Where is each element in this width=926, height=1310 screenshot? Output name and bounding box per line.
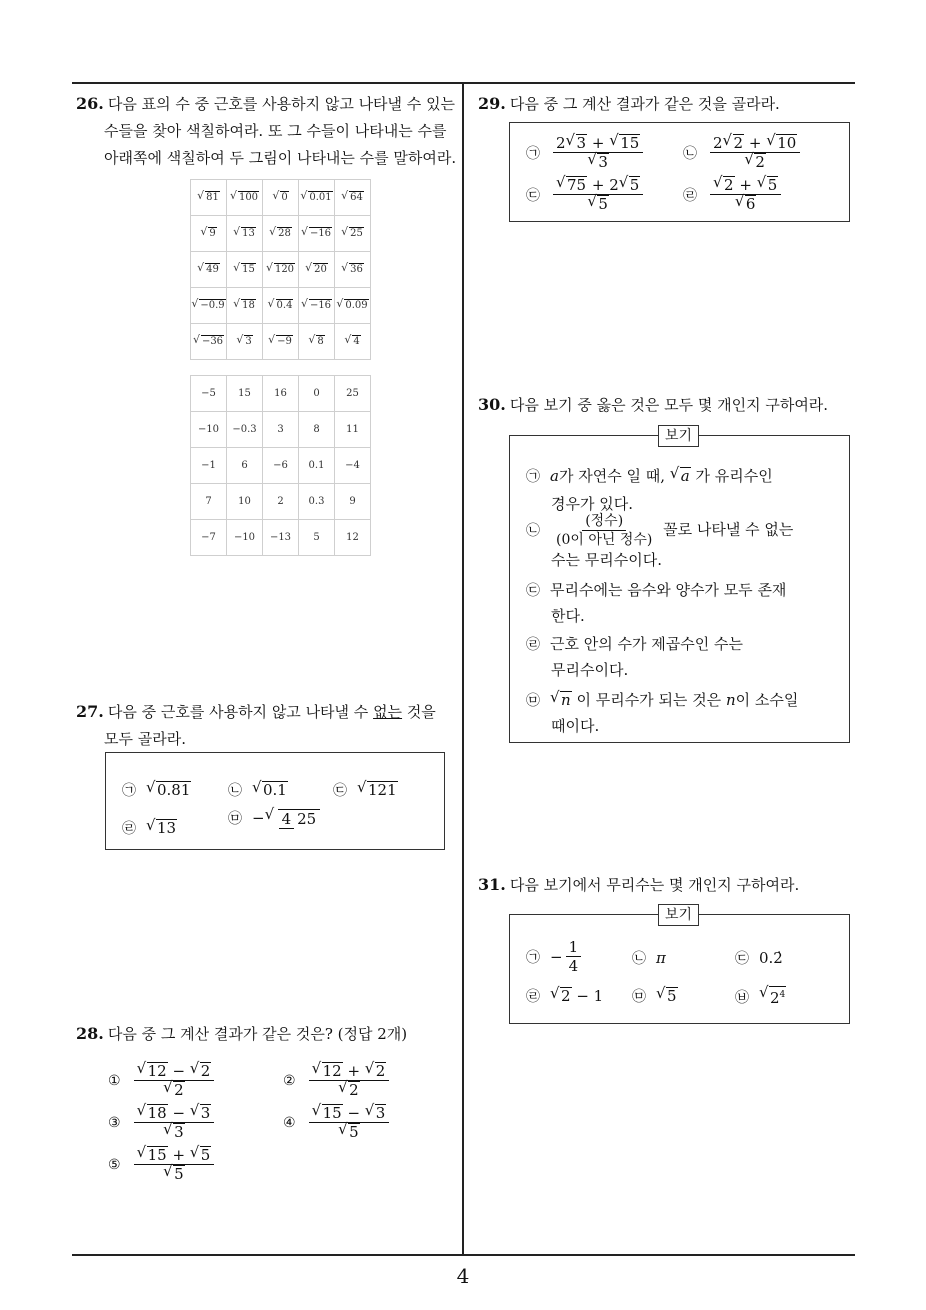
table-cell[interactable] xyxy=(335,412,371,448)
radicand: 3 xyxy=(200,1104,211,1122)
question-number: 29. xyxy=(478,94,506,113)
table-row xyxy=(191,376,371,412)
cell-value: 0.09 xyxy=(345,300,368,311)
table-cell[interactable] xyxy=(263,288,299,324)
radicand: 15 xyxy=(147,1146,167,1164)
radicand: 18 xyxy=(147,1104,167,1122)
table-cell[interactable] xyxy=(191,412,227,448)
cell-value: −36 xyxy=(201,336,224,347)
statement-text: 가 자연수 일 때, xyxy=(558,467,665,485)
radicand: 2 xyxy=(724,176,734,194)
table-cell[interactable] xyxy=(335,252,371,288)
cell-value: 20 xyxy=(314,264,327,275)
cell-value: 3 xyxy=(245,336,252,347)
cell-value: −6 xyxy=(273,460,288,471)
cell-value: 81 xyxy=(206,192,219,203)
statement-text: 가 유리수인 xyxy=(695,467,773,485)
choice-a[interactable] xyxy=(122,780,191,800)
cell-value: −16 xyxy=(309,228,332,239)
statement-text: 이 무리수가 되는 것은 xyxy=(576,691,722,709)
choice-e[interactable] xyxy=(228,808,320,828)
cell-value: −5 xyxy=(201,388,216,399)
cell-value: 4 xyxy=(353,336,360,347)
table-cell[interactable] xyxy=(191,376,227,412)
exponent: 4 xyxy=(779,990,786,1000)
cell-value: 10 xyxy=(238,496,251,507)
operator: + xyxy=(347,1062,361,1080)
table-cell[interactable] xyxy=(227,484,263,520)
question-number: 31. xyxy=(478,875,506,894)
choice-a[interactable] xyxy=(526,134,646,171)
cell-value: 18 xyxy=(242,300,255,311)
radicand: 5 xyxy=(598,195,608,213)
table-cell[interactable] xyxy=(263,520,299,556)
value: 0.2̇ xyxy=(759,949,783,967)
question-number: 27. xyxy=(76,702,104,721)
minus-sign: − xyxy=(550,947,563,966)
question-number: 28. xyxy=(76,1024,104,1043)
table-cell[interactable] xyxy=(191,484,227,520)
table-cell[interactable] xyxy=(191,324,227,360)
value: − 1 xyxy=(571,987,604,1005)
cell-value: −1 xyxy=(201,460,216,471)
radicand: 10 xyxy=(777,134,797,152)
statement-d[interactable] xyxy=(526,632,743,657)
cell-value: 11 xyxy=(346,424,359,435)
choice-b[interactable] xyxy=(632,948,666,968)
cell-value: 0.4 xyxy=(276,300,293,311)
choice-marker: ㉣ xyxy=(526,637,540,653)
choice-marker: ㉣ xyxy=(683,187,697,204)
table-cell[interactable] xyxy=(191,520,227,556)
radicand: 2 xyxy=(174,1081,184,1099)
radicand: 12 xyxy=(322,1062,342,1080)
statement-c-cont: 한다. xyxy=(551,607,585,625)
page-number: 4 xyxy=(456,1264,470,1288)
radicand: a xyxy=(680,467,690,485)
choice-marker: ㉤ xyxy=(228,811,242,827)
radicand: 3 xyxy=(576,134,587,152)
choice-e[interactable] xyxy=(632,986,678,1006)
cell-value: 3 xyxy=(277,424,284,435)
choice-d[interactable] xyxy=(122,818,177,838)
choice-marker: ㉡ xyxy=(683,145,697,162)
cell-value: −16 xyxy=(309,300,332,311)
cell-value: 0 xyxy=(281,192,288,203)
table-cell[interactable] xyxy=(335,324,371,360)
column-divider xyxy=(462,83,464,1255)
question-text-line: 수들을 찾아 색칠하여라. 또 그 수들이 나타내는 수를 xyxy=(104,122,447,140)
choice-b[interactable] xyxy=(683,134,803,171)
bogi-label: 보기 xyxy=(658,904,699,926)
table-cell[interactable] xyxy=(335,484,371,520)
cell-value: 100 xyxy=(238,192,259,203)
radicand: 2 xyxy=(770,989,780,1007)
table-cell[interactable] xyxy=(191,252,227,288)
cell-value: 9 xyxy=(209,228,216,239)
choice-marker: ② xyxy=(283,1072,296,1089)
table-cell[interactable] xyxy=(191,180,227,216)
choice-marker: ㉡ xyxy=(632,951,646,967)
table-cell[interactable] xyxy=(263,324,299,360)
table-row xyxy=(191,252,371,288)
choice-2[interactable] xyxy=(283,1062,392,1099)
choice-marker: ㉠ xyxy=(526,469,540,485)
bogi-label: 보기 xyxy=(658,425,699,447)
question-text: 것을 xyxy=(402,703,436,721)
table-cell[interactable] xyxy=(227,216,263,252)
radicand: 2 xyxy=(349,1081,359,1099)
operator: + xyxy=(591,176,605,194)
radicand: 12 xyxy=(147,1062,167,1080)
coefficient: 2 xyxy=(556,134,566,152)
radicand: 2 xyxy=(561,987,571,1005)
cell-value: 28 xyxy=(278,228,291,239)
statement-a-cont: 경우가 있다. xyxy=(551,495,633,513)
coefficient: 2 xyxy=(609,176,619,194)
radicand: 2 xyxy=(755,153,765,171)
table-cell[interactable] xyxy=(227,180,263,216)
value: π xyxy=(656,949,666,967)
choice-marker: ㉡ xyxy=(228,783,242,799)
cell-value: −7 xyxy=(201,532,216,543)
radicand: 2 xyxy=(200,1062,211,1080)
radicand: 15 xyxy=(620,134,640,152)
cell-value: 8 xyxy=(317,336,324,347)
choice-marker: ④ xyxy=(283,1114,296,1131)
statement-e[interactable] xyxy=(526,688,798,713)
table-row xyxy=(191,484,371,520)
question-31 xyxy=(478,871,848,899)
choice-1[interactable] xyxy=(108,1062,217,1099)
table-row xyxy=(191,412,371,448)
table-cell[interactable] xyxy=(227,412,263,448)
cell-value: 0.01 xyxy=(309,192,332,203)
choice-marker: ㉣ xyxy=(122,821,136,837)
table-cell[interactable] xyxy=(227,324,263,360)
operator: − xyxy=(172,1104,186,1122)
choice-marker: ㉤ xyxy=(526,693,540,709)
radicand: 5 xyxy=(767,176,778,194)
numerator: (정수) xyxy=(582,512,626,531)
radicand: 5 xyxy=(667,987,677,1005)
choice-4[interactable] xyxy=(283,1104,392,1141)
choice-d[interactable] xyxy=(683,176,784,213)
choice-f[interactable] xyxy=(735,986,786,1007)
table-row xyxy=(191,216,371,252)
cell-value: 6 xyxy=(241,460,248,471)
cell-value: 64 xyxy=(350,192,363,203)
choice-marker: ㉡ xyxy=(526,522,540,539)
table-row xyxy=(191,448,371,484)
cell-value: −0.9 xyxy=(200,300,225,311)
bottom-rule xyxy=(72,1254,855,1256)
choice-marker: ⑤ xyxy=(108,1156,121,1173)
cell-value: 13 xyxy=(242,228,255,239)
variable: n xyxy=(725,691,736,709)
table-cell[interactable] xyxy=(263,216,299,252)
operator: − xyxy=(347,1104,361,1122)
radicand: 2 xyxy=(375,1062,386,1080)
cell-value: 25 xyxy=(346,388,359,399)
statement-text: 무리수에는 음수와 양수가 모두 존재 xyxy=(550,581,787,599)
denominator: (0이 아닌 정수) xyxy=(556,532,653,548)
cell-value: 120 xyxy=(274,264,295,275)
radicand: 5 xyxy=(349,1123,359,1141)
radicand: 13 xyxy=(157,819,177,837)
radicand: 75 xyxy=(567,176,587,194)
cell-value: 15 xyxy=(238,388,251,399)
radicand: 3 xyxy=(375,1104,386,1122)
radicand: n xyxy=(561,691,571,709)
cell-value: 15 xyxy=(242,264,255,275)
radicand: 0.1 xyxy=(263,781,287,799)
question-text: 모두 골라라. xyxy=(104,730,186,748)
choice-c[interactable] xyxy=(333,780,398,800)
question-30 xyxy=(478,391,848,419)
top-rule xyxy=(72,82,855,84)
cell-value: 0.1 xyxy=(308,460,325,471)
cell-value: 49 xyxy=(206,264,219,275)
cell-value: 12 xyxy=(346,532,359,543)
radicand: 15 xyxy=(322,1104,342,1122)
statement-d-cont: 무리수이다. xyxy=(551,661,629,679)
cell-value: −10 xyxy=(233,532,256,543)
table-cell[interactable] xyxy=(263,448,299,484)
table-cell[interactable] xyxy=(227,376,263,412)
table-cell[interactable] xyxy=(299,520,335,556)
minus-sign: − xyxy=(252,809,265,827)
question-text: 다음 중 그 계산 결과가 같은 것은? (정답 2개) xyxy=(107,1025,408,1043)
question-text: 다음 중 그 계산 결과가 같은 것을 골라라. xyxy=(509,95,780,113)
table-cell[interactable] xyxy=(335,376,371,412)
radicand: 3 xyxy=(174,1123,184,1141)
cell-value: 8 xyxy=(313,424,320,435)
statement-e-cont: 때이다. xyxy=(551,717,600,735)
choice-a[interactable] xyxy=(526,938,584,975)
table-row xyxy=(191,520,371,556)
cell-value: 36 xyxy=(350,264,363,275)
choice-marker: ㉢ xyxy=(333,783,347,799)
table-cell[interactable] xyxy=(263,484,299,520)
denominator: 25 xyxy=(297,809,317,828)
question-text-line: 아래쪽에 색칠하여 두 그림이 나타내는 수를 말하여라. xyxy=(104,149,457,167)
choice-marker: ㉥ xyxy=(735,989,749,1006)
radicand: 5 xyxy=(200,1146,211,1164)
statement-c[interactable] xyxy=(526,578,786,603)
table-cell[interactable] xyxy=(263,180,299,216)
underlined-word: 없는 xyxy=(373,703,403,721)
statement-text: 이 소수일 xyxy=(735,691,799,709)
cell-value: 0 xyxy=(313,388,320,399)
table-cell[interactable] xyxy=(227,520,263,556)
radicand: 3 xyxy=(598,153,608,171)
radicand: 0.81 xyxy=(157,781,191,799)
question-29 xyxy=(478,90,848,118)
choice-marker: ㉢ xyxy=(735,951,749,967)
statement-a[interactable] xyxy=(526,464,773,489)
radicand: 5 xyxy=(629,176,640,194)
cell-value: 25 xyxy=(350,228,363,239)
denominator: 4 xyxy=(568,957,579,975)
table-cell[interactable] xyxy=(299,324,335,360)
question-number: 26. xyxy=(76,94,104,113)
radicand: 5 xyxy=(174,1165,184,1183)
table-cell[interactable] xyxy=(335,448,371,484)
table-cell[interactable] xyxy=(263,252,299,288)
question-text-line: 다음 표의 수 중 근호를 사용하지 않고 나타낼 수 있는 xyxy=(107,95,456,113)
cell-value: −0.3 xyxy=(232,424,257,435)
table-cell[interactable] xyxy=(335,180,371,216)
question-27 xyxy=(76,698,460,753)
choice-marker: ① xyxy=(108,1072,121,1089)
cell-value: −10 xyxy=(197,424,220,435)
question-text: 다음 중 근호를 사용하지 않고 나타낼 수 xyxy=(107,703,374,721)
question-26 xyxy=(76,90,460,172)
statement-text: 꼴로 나타낼 수 없는 xyxy=(663,520,794,539)
cell-value: 7 xyxy=(205,496,212,507)
table-cell[interactable] xyxy=(227,448,263,484)
table-cell[interactable] xyxy=(335,288,371,324)
radicand: 121 xyxy=(368,781,397,799)
cell-value: −9 xyxy=(277,336,292,347)
table-cell[interactable] xyxy=(227,252,263,288)
table-row xyxy=(191,324,371,360)
numerator: 1 xyxy=(566,938,582,957)
cell-value: 5 xyxy=(313,532,320,543)
choice-marker: ㉤ xyxy=(632,989,646,1005)
statement-text: 근호 안의 수가 제곱수인 수는 xyxy=(550,635,743,653)
statement-b[interactable] xyxy=(526,512,793,549)
operator: + xyxy=(739,176,752,194)
table-cell[interactable] xyxy=(299,448,335,484)
number-table xyxy=(190,375,371,556)
table-cell[interactable] xyxy=(227,288,263,324)
choice-b[interactable] xyxy=(228,780,288,800)
cell-value: 2 xyxy=(277,496,284,507)
table-row xyxy=(191,180,371,216)
radicand: 2 xyxy=(733,134,744,152)
choice-5[interactable] xyxy=(108,1146,217,1183)
table-cell[interactable] xyxy=(299,484,335,520)
question-text: 다음 보기에서 무리수는 몇 개인지 구하여라. xyxy=(509,876,800,894)
cell-value: 9 xyxy=(349,496,356,507)
radical-table xyxy=(190,179,371,360)
choice-marker: ㉠ xyxy=(122,783,136,799)
choice-c[interactable] xyxy=(735,948,783,968)
operator: − xyxy=(172,1062,186,1080)
statement-b-cont: 수는 무리수이다. xyxy=(551,551,662,569)
table-cell[interactable] xyxy=(299,180,335,216)
question-28 xyxy=(76,1020,460,1048)
coefficient: 2 xyxy=(713,134,723,152)
choice-marker: ㉢ xyxy=(526,187,540,204)
table-cell[interactable] xyxy=(299,288,335,324)
table-cell[interactable] xyxy=(191,216,227,252)
operator: + xyxy=(172,1146,186,1164)
choice-marker: ③ xyxy=(108,1114,121,1131)
question-text: 다음 보기 중 옳은 것은 모두 몇 개인지 구하여라. xyxy=(509,396,829,414)
table-cell[interactable] xyxy=(191,288,227,324)
cell-value: 0.3 xyxy=(308,496,325,507)
choice-marker: ㉠ xyxy=(526,949,540,966)
table-cell[interactable] xyxy=(299,252,335,288)
choice-marker: ㉢ xyxy=(526,583,540,599)
radicand: 6 xyxy=(745,195,756,213)
numerator: 4 xyxy=(279,810,295,829)
choice-marker: ㉠ xyxy=(526,145,540,162)
table-cell[interactable] xyxy=(335,216,371,252)
variable: a xyxy=(550,467,559,485)
table-row xyxy=(191,288,371,324)
cell-value: 16 xyxy=(274,388,287,399)
table-cell[interactable] xyxy=(263,412,299,448)
table-cell[interactable] xyxy=(335,520,371,556)
table-cell[interactable] xyxy=(263,376,299,412)
cell-value: −13 xyxy=(269,532,292,543)
operator: + xyxy=(591,134,605,152)
question-number: 30. xyxy=(478,395,506,414)
table-cell[interactable] xyxy=(299,412,335,448)
operator: + xyxy=(748,134,762,152)
table-cell[interactable] xyxy=(299,216,335,252)
table-cell[interactable] xyxy=(191,448,227,484)
table-cell[interactable] xyxy=(299,376,335,412)
cell-value: −4 xyxy=(345,460,360,471)
choice-marker: ㉣ xyxy=(526,989,540,1005)
choice-c[interactable] xyxy=(526,176,646,213)
choice-d[interactable] xyxy=(526,986,603,1006)
choice-3[interactable] xyxy=(108,1104,217,1141)
